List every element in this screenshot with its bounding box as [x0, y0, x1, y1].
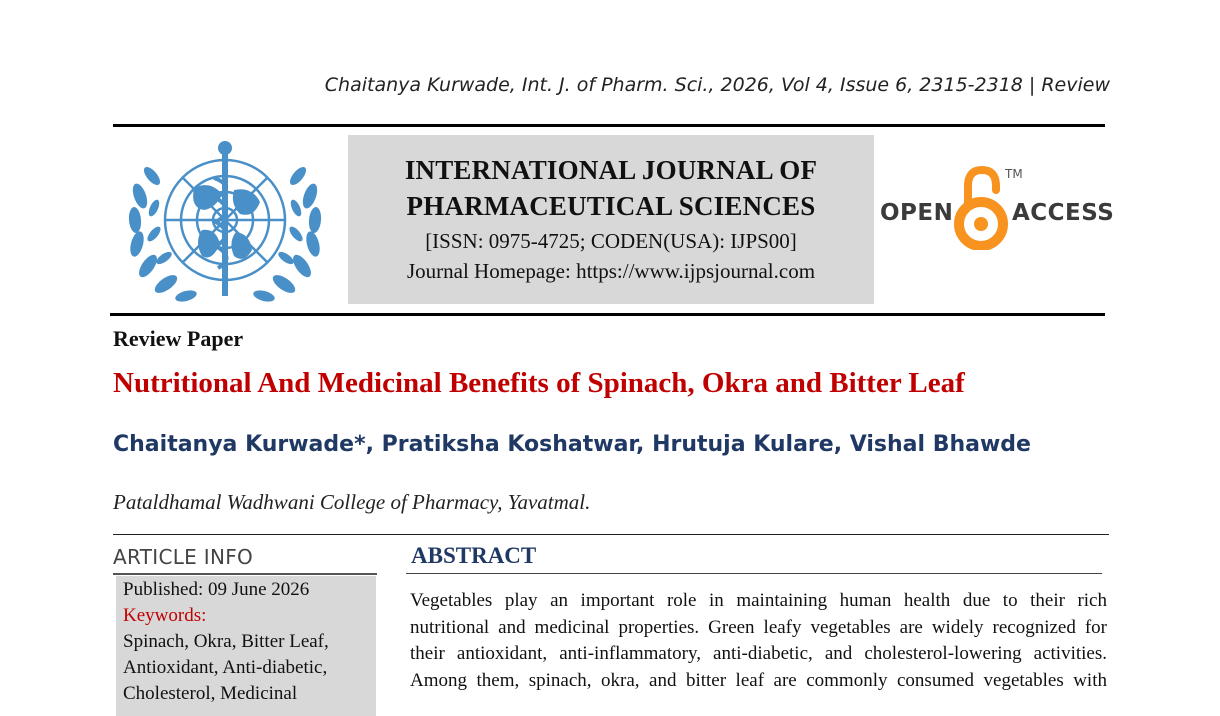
author-affiliation: Pataldhamal Wadhwani College of Pharmacy, Yavatmal.: [113, 490, 591, 514]
keywords-line3: Cholesterol, Medicinal: [123, 683, 298, 704]
journal-issn: [ISSN: 0975-4725; CODEN(USA): IJPS00]: [425, 229, 797, 253]
journal-masthead: [348, 135, 874, 304]
abstract-line: Vegetables play an important role in maintaining human health due to their rich: [410, 590, 1107, 611]
keywords-label: Keywords:: [123, 605, 207, 626]
published-date: Published: 09 June 2026: [123, 579, 310, 600]
un-emblem-icon: [124, 138, 326, 306]
author-list: Chaitanya Kurwade*, Pratiksha Koshatwar, Hrutuja Kulare, Vishal Bhawde: [113, 432, 1031, 457]
header-rule-bottom: [110, 313, 1105, 316]
abstract-line: their antioxidant, anti-inflammatory, anti-diabetic, and cholesterol-lowering activities.: [410, 643, 1107, 664]
header-rule-top: [113, 124, 1105, 127]
article-info-rule: [113, 573, 377, 575]
open-access-logo: [878, 164, 1115, 250]
abstract-line: Among them, spinach, okra, and bitter leaf are commonly consumed vegetables with: [410, 669, 1107, 691]
open-access-word-open: OPEN: [880, 200, 954, 226]
journal-name: [348, 152, 874, 224]
abstract-rule: [406, 573, 1102, 574]
abstract-heading: ABSTRACT: [411, 543, 537, 568]
journal-homepage: Journal Homepage: https://www.ijpsjournal.com: [406, 259, 816, 283]
keywords-line2: Antioxidant, Anti-diabetic,: [123, 657, 328, 678]
abstract-line: nutritional and medicinal properties. Green leafy vegetables are widely recognized for: [410, 616, 1107, 638]
open-access-word-access: ACCESS: [1012, 200, 1115, 226]
section-divider: [113, 534, 1109, 535]
open-access-lock-icon: [952, 166, 1010, 250]
keywords-line1: Spinach, Okra, Bitter Leaf,: [123, 631, 329, 652]
journal-name-line2: PHARMACEUTICAL SCIENCES: [406, 191, 816, 221]
journal-name-line1: INTERNATIONAL JOURNAL OF: [404, 155, 818, 185]
article-info-box: [116, 576, 376, 716]
citation-header: Chaitanya Kurwade, Int. J. of Pharm. Sci., 2026, Vol 4, Issue 6, 2315-2318 | Review: [324, 74, 1110, 96]
paper-title: Nutritional And Medicinal Benefits of Spinach, Okra and Bitter Leaf: [113, 367, 965, 399]
open-access-trademark: TM: [1005, 167, 1023, 181]
paper-type-label: Review Paper: [113, 326, 244, 351]
abstract-text: [410, 588, 1107, 694]
article-info-heading: ARTICLE INFO: [113, 545, 254, 569]
